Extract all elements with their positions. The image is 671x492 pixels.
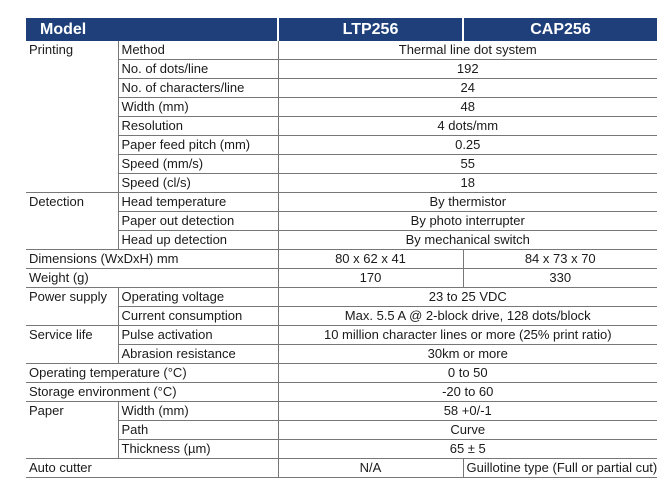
table-row	[26, 136, 657, 155]
row-value: 24	[278, 79, 657, 98]
row-label: Path	[118, 421, 278, 440]
row-label: Width (mm)	[118, 402, 278, 421]
row-value: 30km or more	[278, 345, 657, 364]
storage-env-label: Storage environment (°C)	[26, 383, 278, 402]
dimensions-label: Dimensions (WxDxH) mm	[26, 250, 278, 269]
table-row	[26, 459, 657, 478]
row-value: 65 ± 5	[278, 440, 657, 459]
row-label: Speed (mm/s)	[118, 155, 278, 174]
weight-ltp: 170	[278, 269, 463, 288]
operating-temp-label: Operating temperature (°C)	[26, 364, 278, 383]
category-detection: Detection	[26, 193, 118, 250]
row-value: Curve	[278, 421, 657, 440]
table-row	[26, 326, 657, 345]
row-label: Resolution	[118, 117, 278, 136]
weight-cap: 330	[463, 269, 657, 288]
category-service-life: Service life	[26, 326, 118, 364]
table-row	[26, 269, 657, 288]
auto-cutter-cap: Guillotine type (Full or partial cut)	[463, 459, 657, 478]
table-row	[26, 212, 657, 231]
row-label: Head up detection	[118, 231, 278, 250]
auto-cutter-label: Auto cutter	[26, 459, 278, 478]
dimensions-ltp: 80 x 62 x 41	[278, 250, 463, 269]
ltp256-header: LTP256	[278, 18, 463, 41]
row-value: 4 dots/mm	[278, 117, 657, 136]
row-label: Operating voltage	[118, 288, 278, 307]
model-header: Model	[26, 18, 278, 41]
row-label: Paper feed pitch (mm)	[118, 136, 278, 155]
spec-table-container	[26, 18, 657, 478]
table-row	[26, 231, 657, 250]
row-label: Width (mm)	[118, 98, 278, 117]
row-label: No. of characters/line	[118, 79, 278, 98]
row-value: By thermistor	[278, 193, 657, 212]
table-row	[26, 383, 657, 402]
row-label: Current consumption	[118, 307, 278, 326]
table-row	[26, 60, 657, 79]
weight-label: Weight (g)	[26, 269, 278, 288]
storage-env-value: -20 to 60	[278, 383, 657, 402]
table-row	[26, 402, 657, 421]
row-label: No. of dots/line	[118, 60, 278, 79]
row-value: 18	[278, 174, 657, 193]
row-value: Thermal line dot system	[278, 41, 657, 60]
table-row	[26, 307, 657, 326]
row-value: By photo interrupter	[278, 212, 657, 231]
row-label: Abrasion resistance	[118, 345, 278, 364]
row-value: 58 +0/-1	[278, 402, 657, 421]
row-label: Pulse activation	[118, 326, 278, 345]
category-power-supply: Power supply	[26, 288, 118, 326]
table-row	[26, 250, 657, 269]
table-row	[26, 345, 657, 364]
row-label: Paper out detection	[118, 212, 278, 231]
auto-cutter-ltp: N/A	[278, 459, 463, 478]
row-value: 23 to 25 VDC	[278, 288, 657, 307]
category-printing: Printing	[26, 41, 118, 193]
table-row	[26, 174, 657, 193]
table-row	[26, 41, 657, 60]
spec-table	[26, 18, 657, 478]
cap256-header: CAP256	[463, 18, 657, 41]
row-label: Head temperature	[118, 193, 278, 212]
table-row	[26, 155, 657, 174]
table-row	[26, 421, 657, 440]
table-row	[26, 440, 657, 459]
row-value: Max. 5.5 A @ 2-block drive, 128 dots/block	[278, 307, 657, 326]
table-row	[26, 98, 657, 117]
row-value: By mechanical switch	[278, 231, 657, 250]
row-value: 55	[278, 155, 657, 174]
table-row	[26, 193, 657, 212]
dimensions-cap: 84 x 73 x 70	[463, 250, 657, 269]
row-label: Method	[118, 41, 278, 60]
category-paper: Paper	[26, 402, 118, 459]
row-value: 48	[278, 98, 657, 117]
row-value: 0.25	[278, 136, 657, 155]
table-row	[26, 364, 657, 383]
row-label: Speed (cl/s)	[118, 174, 278, 193]
row-value: 10 million character lines or more (25% print ratio)	[278, 326, 657, 345]
table-row	[26, 117, 657, 136]
table-row	[26, 79, 657, 98]
row-value: 192	[278, 60, 657, 79]
table-row	[26, 288, 657, 307]
operating-temp-value: 0 to 50	[278, 364, 657, 383]
row-label: Thickness (µm)	[118, 440, 278, 459]
header-row	[26, 18, 657, 41]
